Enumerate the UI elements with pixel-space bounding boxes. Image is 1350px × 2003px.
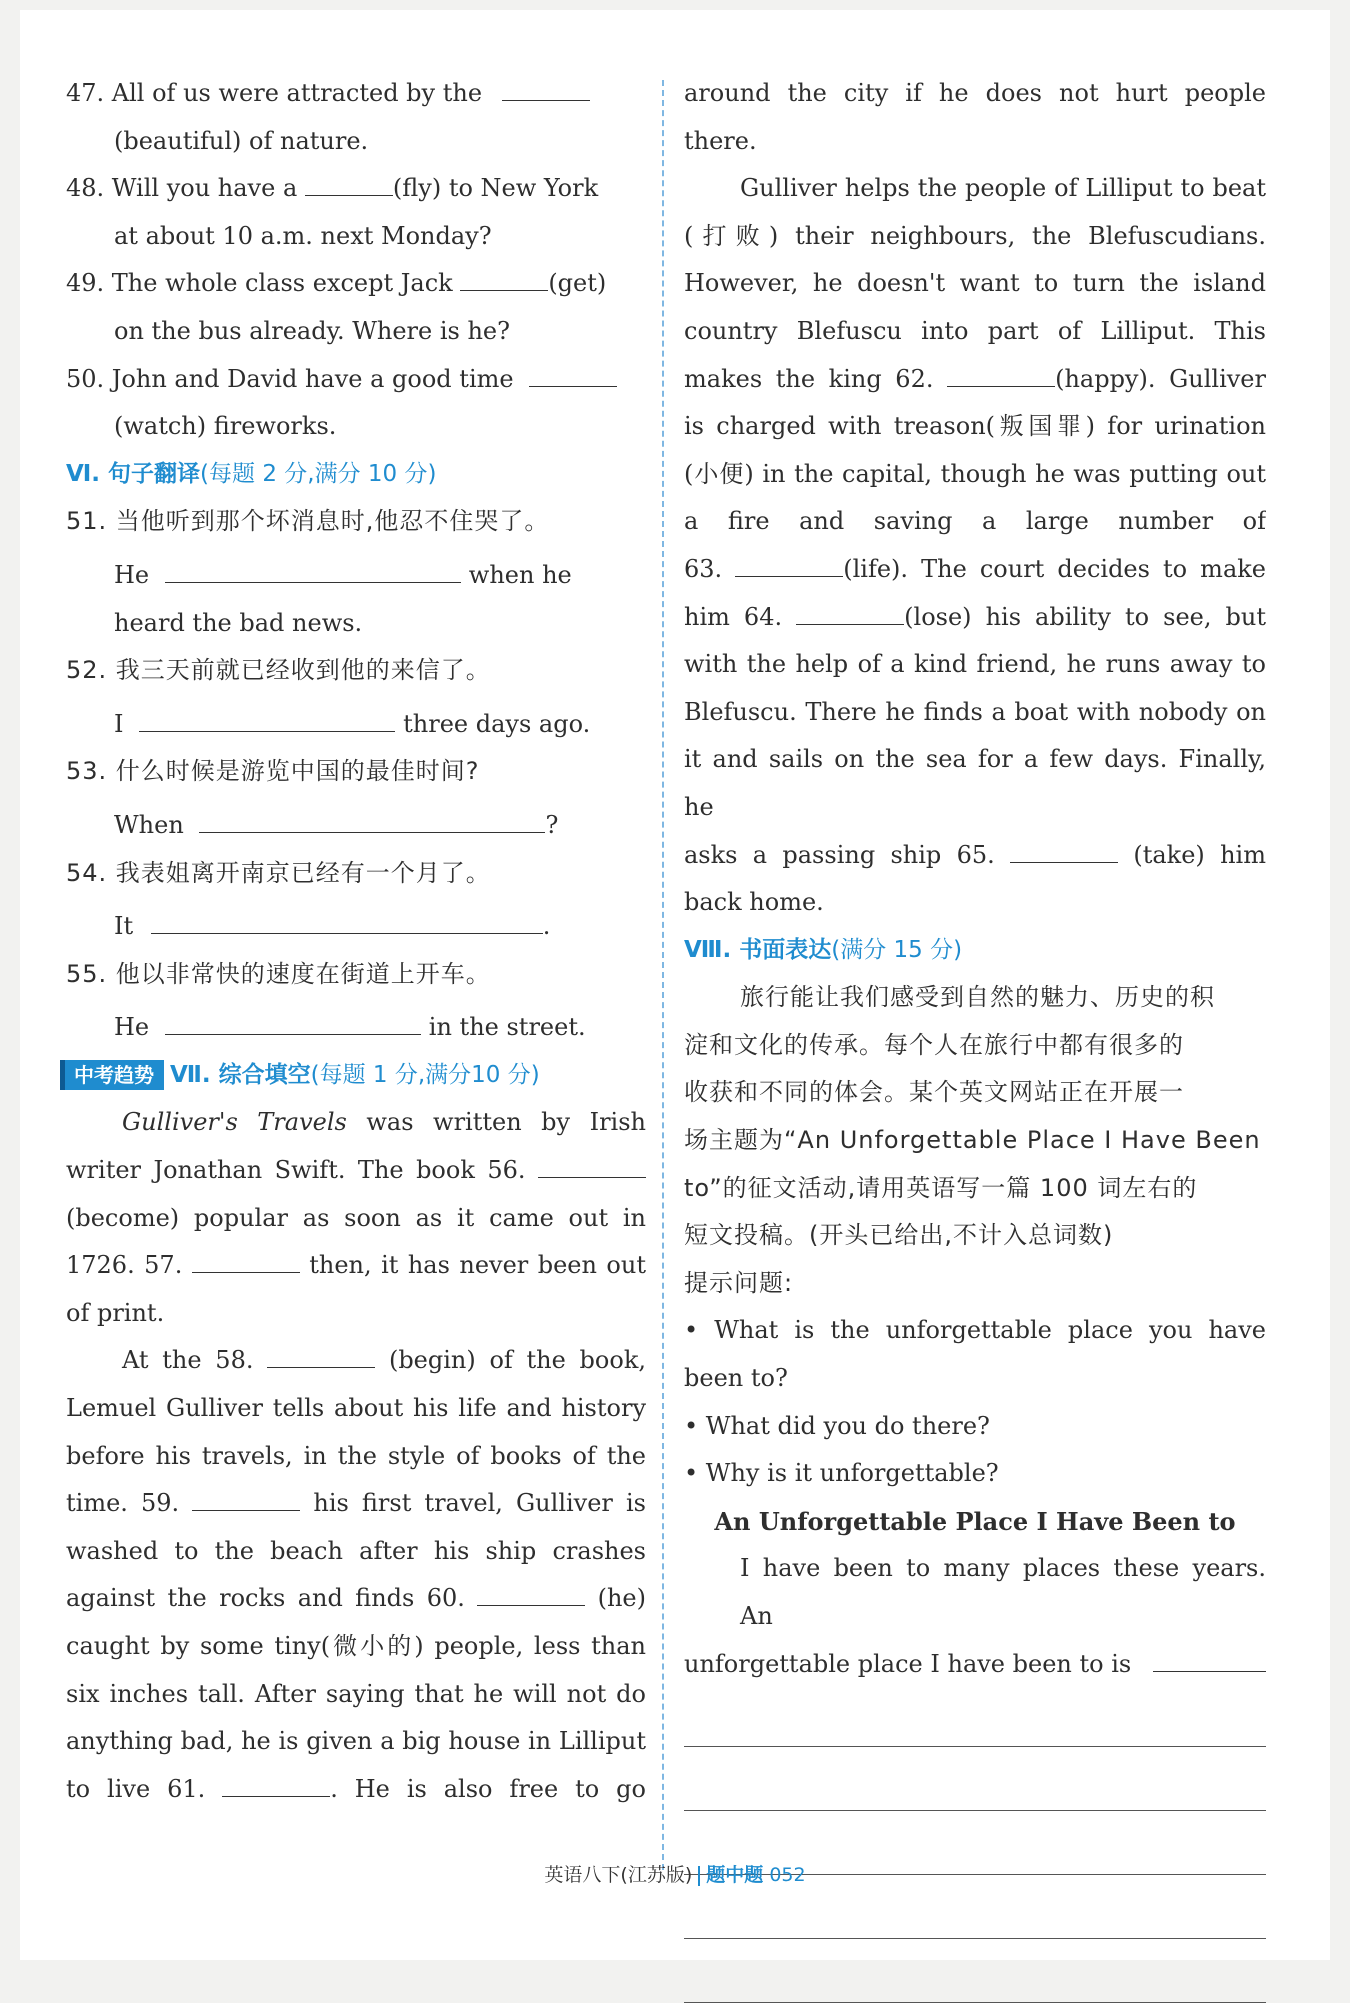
- passage-line: 1726. 57. then, it has never been out: [66, 1251, 646, 1280]
- passage-line: writer Jonathan Swift. The book 56.: [66, 1147, 646, 1195]
- answer-blank-48[interactable]: [305, 173, 393, 196]
- answer-blank-56[interactable]: [538, 1155, 646, 1178]
- answer-blank-62[interactable]: [947, 364, 1055, 387]
- right-column: [684, 70, 1266, 2003]
- footer-divider: [698, 1866, 700, 1886]
- passage-line: with the help of a kind friend, he runs away to: [684, 650, 1266, 679]
- passage-line: country Blefuscu into part of Lilliput. This: [684, 316, 1266, 345]
- writing-line[interactable]: [684, 1688, 1266, 1747]
- passage-line: time. 59. his first travel, Gulliver is: [66, 1489, 646, 1518]
- passage-line: is charged with treason(叛国罪) for urination: [684, 412, 1266, 441]
- passage-line: (小便) in the capital, though he was putting out: [684, 459, 1266, 488]
- passage-line: At the 58. (begin) of the book,: [122, 1346, 646, 1375]
- answer-blank-63[interactable]: [735, 554, 843, 577]
- hint-label: 提示问题:: [684, 1268, 794, 1297]
- answer-line-51-cont: heard the bad news.: [114, 608, 363, 637]
- passage-line: 63. (life). The court decides to make: [684, 554, 1266, 583]
- series-tag: 题中题: [706, 1864, 764, 1886]
- hint-question-cont: been to?: [684, 1364, 788, 1393]
- passage-line: washed to the beach after his ship crashes: [66, 1536, 646, 1565]
- answer-blank-55[interactable]: [165, 1012, 421, 1035]
- essay-blank[interactable]: [1153, 1649, 1266, 1672]
- passage-line: before his travels, in the style of books of the: [66, 1441, 646, 1470]
- essay-opening-line: unforgettable place I have been to is: [684, 1641, 1266, 1689]
- exam-trend-badge: 中考趋势: [60, 1060, 164, 1090]
- answer-blank-52[interactable]: [139, 709, 395, 732]
- passage-line: asks a passing ship 65. (take) him: [684, 840, 1266, 869]
- passage-line: makes the king 62. (happy). Gulliver: [684, 364, 1266, 393]
- passage-line: caught by some tiny(微小的) people, less than: [66, 1632, 646, 1660]
- page-number: 052: [769, 1864, 806, 1886]
- question-48-cont: at about 10 a.m. next Monday?: [114, 221, 492, 250]
- passage-line: However, he doesn't want to turn the island: [684, 269, 1266, 298]
- hint-question: • What did you do there?: [684, 1411, 990, 1440]
- writing-line[interactable]: [684, 1747, 1266, 1811]
- answer-blank-54[interactable]: [151, 911, 543, 934]
- writing-prompt-line: 旅行能让我们感受到自然的魅力、历史的积: [740, 983, 1215, 1012]
- passage-line: a fire and saving a large number of: [684, 507, 1266, 536]
- answer-blank-57[interactable]: [192, 1250, 300, 1273]
- answer-blank-53[interactable]: [199, 810, 545, 833]
- question-55: 55. 他以非常快的速度在街道上开车。: [66, 959, 491, 988]
- hint-question: • What is the unforgettable place you have: [684, 1316, 1266, 1345]
- passage-line: Gulliver helps the people of Lilliput to beat: [740, 174, 1266, 203]
- question-49: 49. The whole class except Jack (get): [66, 269, 607, 298]
- question-50-cont: (watch) fireworks.: [114, 412, 337, 441]
- passage-line: (become) popular as soon as it came out in: [66, 1203, 646, 1232]
- passage-line: to live 61. . He is also free to go: [66, 1774, 646, 1803]
- passage-line: Gulliver's Travels was written by Irish: [122, 1108, 646, 1137]
- answer-blank-60[interactable]: [477, 1583, 585, 1606]
- section-7-heading: 中考趋势 Ⅶ. 综合填空(每题 1 分,满分10 分): [60, 1052, 646, 1100]
- answer-blank-50[interactable]: [529, 364, 617, 387]
- answer-line-51: He when he: [114, 560, 572, 589]
- passage-line: Lemuel Gulliver tells about his life and history: [66, 1394, 646, 1423]
- answer-line-53: When ?: [114, 810, 559, 839]
- question-51: 51. 当他听到那个坏消息时,他忍不住哭了。: [66, 507, 550, 536]
- answer-blank-59[interactable]: [192, 1488, 300, 1511]
- passage-line: against the rocks and finds 60. (he): [66, 1584, 646, 1613]
- passage-line: it and sails on the sea for a few days. Finally, he: [684, 745, 1266, 821]
- page-footer: [0, 1860, 1350, 1887]
- question-53: 53. 什么时候是游览中国的最佳时间?: [66, 757, 480, 786]
- passage-line: six inches tall. After saying that he will not do: [66, 1679, 646, 1708]
- passage-line: him 64. (lose) his ability to see, but: [684, 602, 1266, 631]
- question-52: 52. 我三天前就已经收到他的来信了。: [66, 656, 491, 685]
- writing-prompt-line: 短文投稿。(开头已给出,不计入总词数): [684, 1221, 1114, 1250]
- book-title: 英语八下(江苏版): [544, 1864, 693, 1886]
- question-49-cont: on the bus already. Where is he?: [114, 316, 510, 345]
- answer-blank-61[interactable]: [222, 1774, 330, 1797]
- passage-line: anything bad, he is given a big house in Lilliput: [66, 1727, 646, 1756]
- question-47: 47. All of us were attracted by the: [66, 70, 646, 118]
- answer-blank-65[interactable]: [1010, 840, 1118, 863]
- answer-line-54: It .: [114, 912, 551, 941]
- essay-opening-line: I have been to many places these years. An: [740, 1554, 1266, 1630]
- left-column: [66, 70, 646, 1813]
- answer-line-55: He in the street.: [114, 1013, 586, 1042]
- writing-prompt-line: 场主题为“An Unforgettable Place I Have Been: [684, 1126, 1261, 1155]
- question-48: 48. Will you have a (fly) to New York: [66, 174, 599, 203]
- writing-prompt-line: 收获和不同的体会。某个英文网站正在开展一: [684, 1078, 1184, 1107]
- section-8-heading: Ⅷ. 书面表达(满分 15 分): [684, 936, 963, 963]
- writing-prompt-line: to”的征文活动,请用英语写一篇 100 词左右的: [684, 1173, 1198, 1202]
- question-54: 54. 我表姐离开南京已经有一个月了。: [66, 858, 491, 887]
- writing-line[interactable]: [684, 1939, 1266, 2003]
- writing-prompt-line: 淀和文化的传承。每个人在旅行中都有很多的: [684, 1030, 1184, 1059]
- passage-line: around the city if he does not hurt people there.: [684, 79, 1266, 155]
- passage-line: Blefuscu. There he finds a boat with nobody on: [684, 697, 1266, 726]
- passage-line: back home.: [684, 888, 824, 917]
- answer-blank-49[interactable]: [460, 268, 548, 291]
- answer-blank-64[interactable]: [796, 602, 904, 625]
- answer-blank-47[interactable]: [502, 78, 590, 101]
- column-divider: [662, 80, 664, 1870]
- passage-line: of print.: [66, 1298, 165, 1327]
- question-50: 50. John and David have a good time: [66, 356, 646, 404]
- answer-blank-58[interactable]: [267, 1345, 375, 1368]
- passage-line: (打败) their neighbours, the Blefuscudians.: [684, 221, 1266, 250]
- essay-title: An Unforgettable Place I Have Been to: [714, 1506, 1236, 1536]
- hint-question: • Why is it unforgettable?: [684, 1459, 999, 1488]
- section-6-heading: Ⅵ. 句子翻译(每题 2 分,满分 10 分): [66, 460, 437, 487]
- question-47-cont: (beautiful) of nature.: [114, 126, 369, 155]
- answer-blank-51[interactable]: [165, 560, 461, 583]
- answer-line-52: I three days ago.: [114, 709, 591, 738]
